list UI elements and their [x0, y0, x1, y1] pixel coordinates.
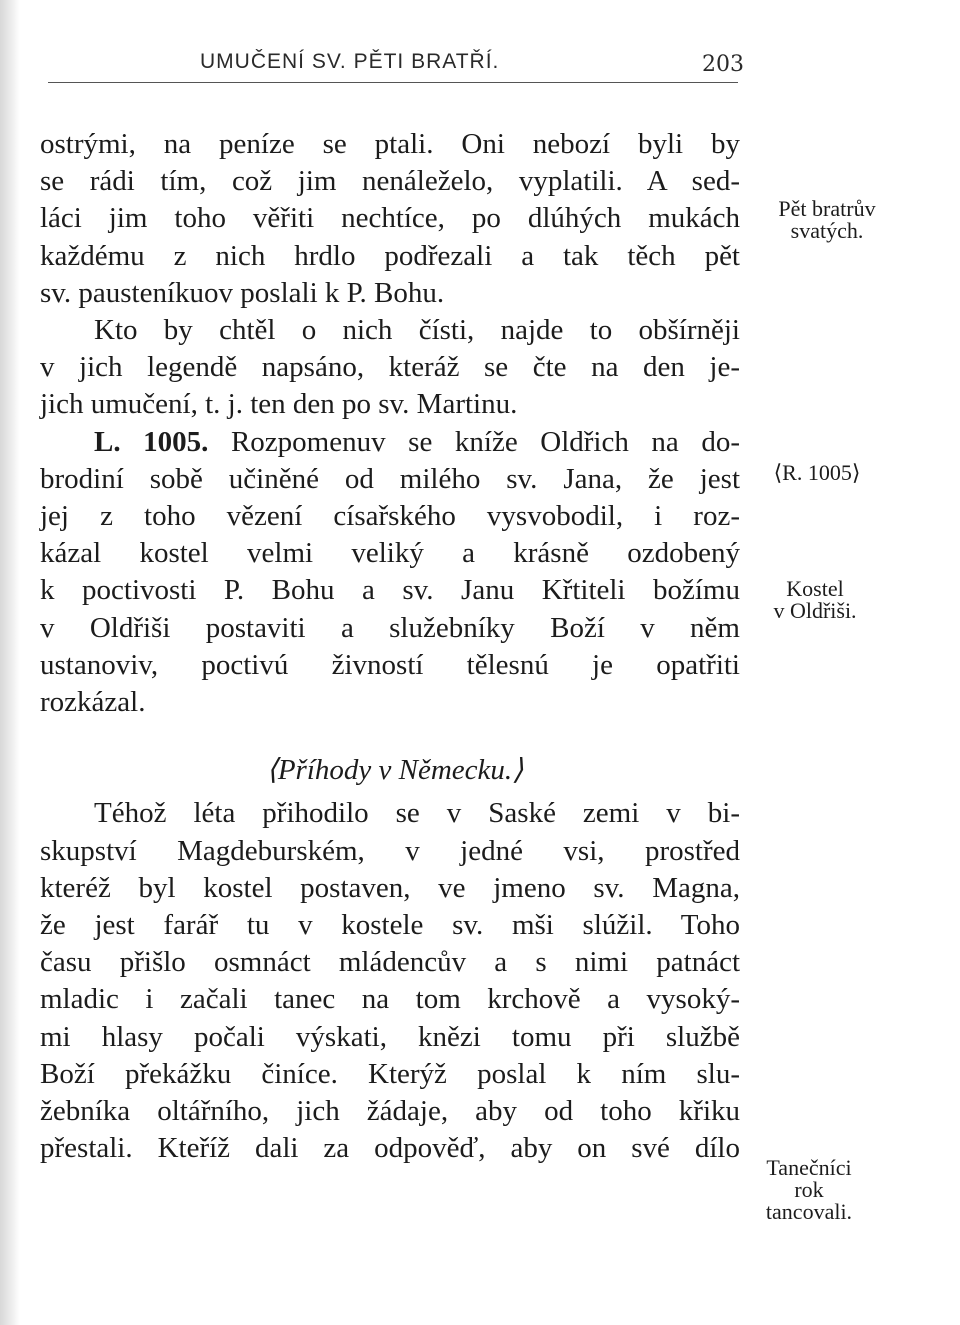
text-line: kteréž byl kostel postaven, ve jmeno sv. Magna, [40, 871, 740, 904]
text-line: kázal kostel velmi veliký a krásně ozdobený [40, 537, 740, 570]
margin-note-dancers [744, 1157, 874, 1223]
section-heading: ⟨Příhody v Německu.⟩ [266, 754, 524, 787]
main-text [40, 126, 740, 1167]
text-line: že jest farář tu v kostele sv. mši slúžil. Toho [40, 909, 740, 942]
text-fragment: Rozpomenuv se kníže Oldřich na do- [230, 425, 740, 458]
text-line: skupství Magdeburském, v jedné vsi, prostřed [40, 834, 740, 867]
text-line: každému z nich hrdlo podřezali a tak těch pět [40, 239, 740, 272]
text-line: žebníka oltářního, jich žádaje, aby od toho křiku [40, 1095, 740, 1128]
margin-note-line: tancovali. [765, 1199, 853, 1224]
running-title: UMUČENÍ SV. PĚTI BRATŘÍ. [200, 50, 500, 73]
margin-note-line: Kostel [786, 576, 844, 601]
margin-note-line: Pět bratrův [778, 196, 876, 221]
margin-note-line: Tanečníci [766, 1155, 852, 1180]
text-line: jich umučení, t. j. ten den po sv. Martinu. [40, 388, 518, 421]
margin-note-year [752, 462, 882, 484]
text-line: se rádi tím, což jim nenáleželo, vyplatili. A sed- [40, 165, 740, 198]
text-line: brodiní sobě učiněné od milého sv. Jana, že jest [40, 462, 740, 495]
text-line: rozkázal. [40, 686, 146, 719]
margin-note-five-brothers [752, 198, 902, 242]
text-line: ustanoviv, poctivú živností tělesnú je opatřiti [40, 648, 740, 681]
text-line [40, 424, 740, 461]
text-line: ostrými, na peníze se ptali. Oni nebozí byli by [40, 128, 740, 160]
page-number: 203 [702, 52, 744, 77]
text-line: mladic i začali tanec na tom krchově a vysoký- [40, 983, 740, 1016]
text-line: láci jim toho věřiti nechtíce, po dlúhých mukách [40, 202, 740, 235]
margin-note-church [750, 578, 880, 622]
text-line: v Oldřiši postaviti a služebníky Boží v něm [40, 611, 740, 644]
text-line: jej z toho vězení císařského vysvobodil, i roz- [40, 500, 740, 533]
margin-note-line: rok [794, 1177, 824, 1202]
text-line: času přišlo osmnáct mládencův a s nimi patnáct [40, 946, 740, 979]
text-line: v jich legendě napsáno, kteráž se čte na den je- [40, 351, 740, 384]
book-gutter-shadow [0, 0, 20, 1325]
text-line: Boží překážku činíce. Kterýž poslal k ním slu- [40, 1057, 740, 1090]
year-marker: L. 1005. [94, 425, 209, 458]
text-line: přestali. Kteříž dali za odpověď, aby on své dílo [40, 1132, 740, 1165]
text-line: mi hlasy počali výskati, knězi tomu při službě [40, 1020, 740, 1053]
text-line: k poctivosti P. Bohu a sv. Janu Křtiteli božímu [40, 574, 740, 607]
margin-note-line: svatých. [790, 218, 864, 243]
text-line: Téhož léta přihodilo se v Saské zemi v bi- [94, 797, 740, 830]
margin-note-line: v Oldřiši. [773, 598, 857, 623]
margin-note-line: ⟨R. 1005⟩ [773, 460, 861, 485]
text-line: sv. pausteníkuov poslali k P. Bohu. [40, 276, 445, 309]
header-rule [48, 82, 738, 83]
text-line: Kto by chtěl o nich čísti, najde to obšírněji [94, 314, 740, 347]
